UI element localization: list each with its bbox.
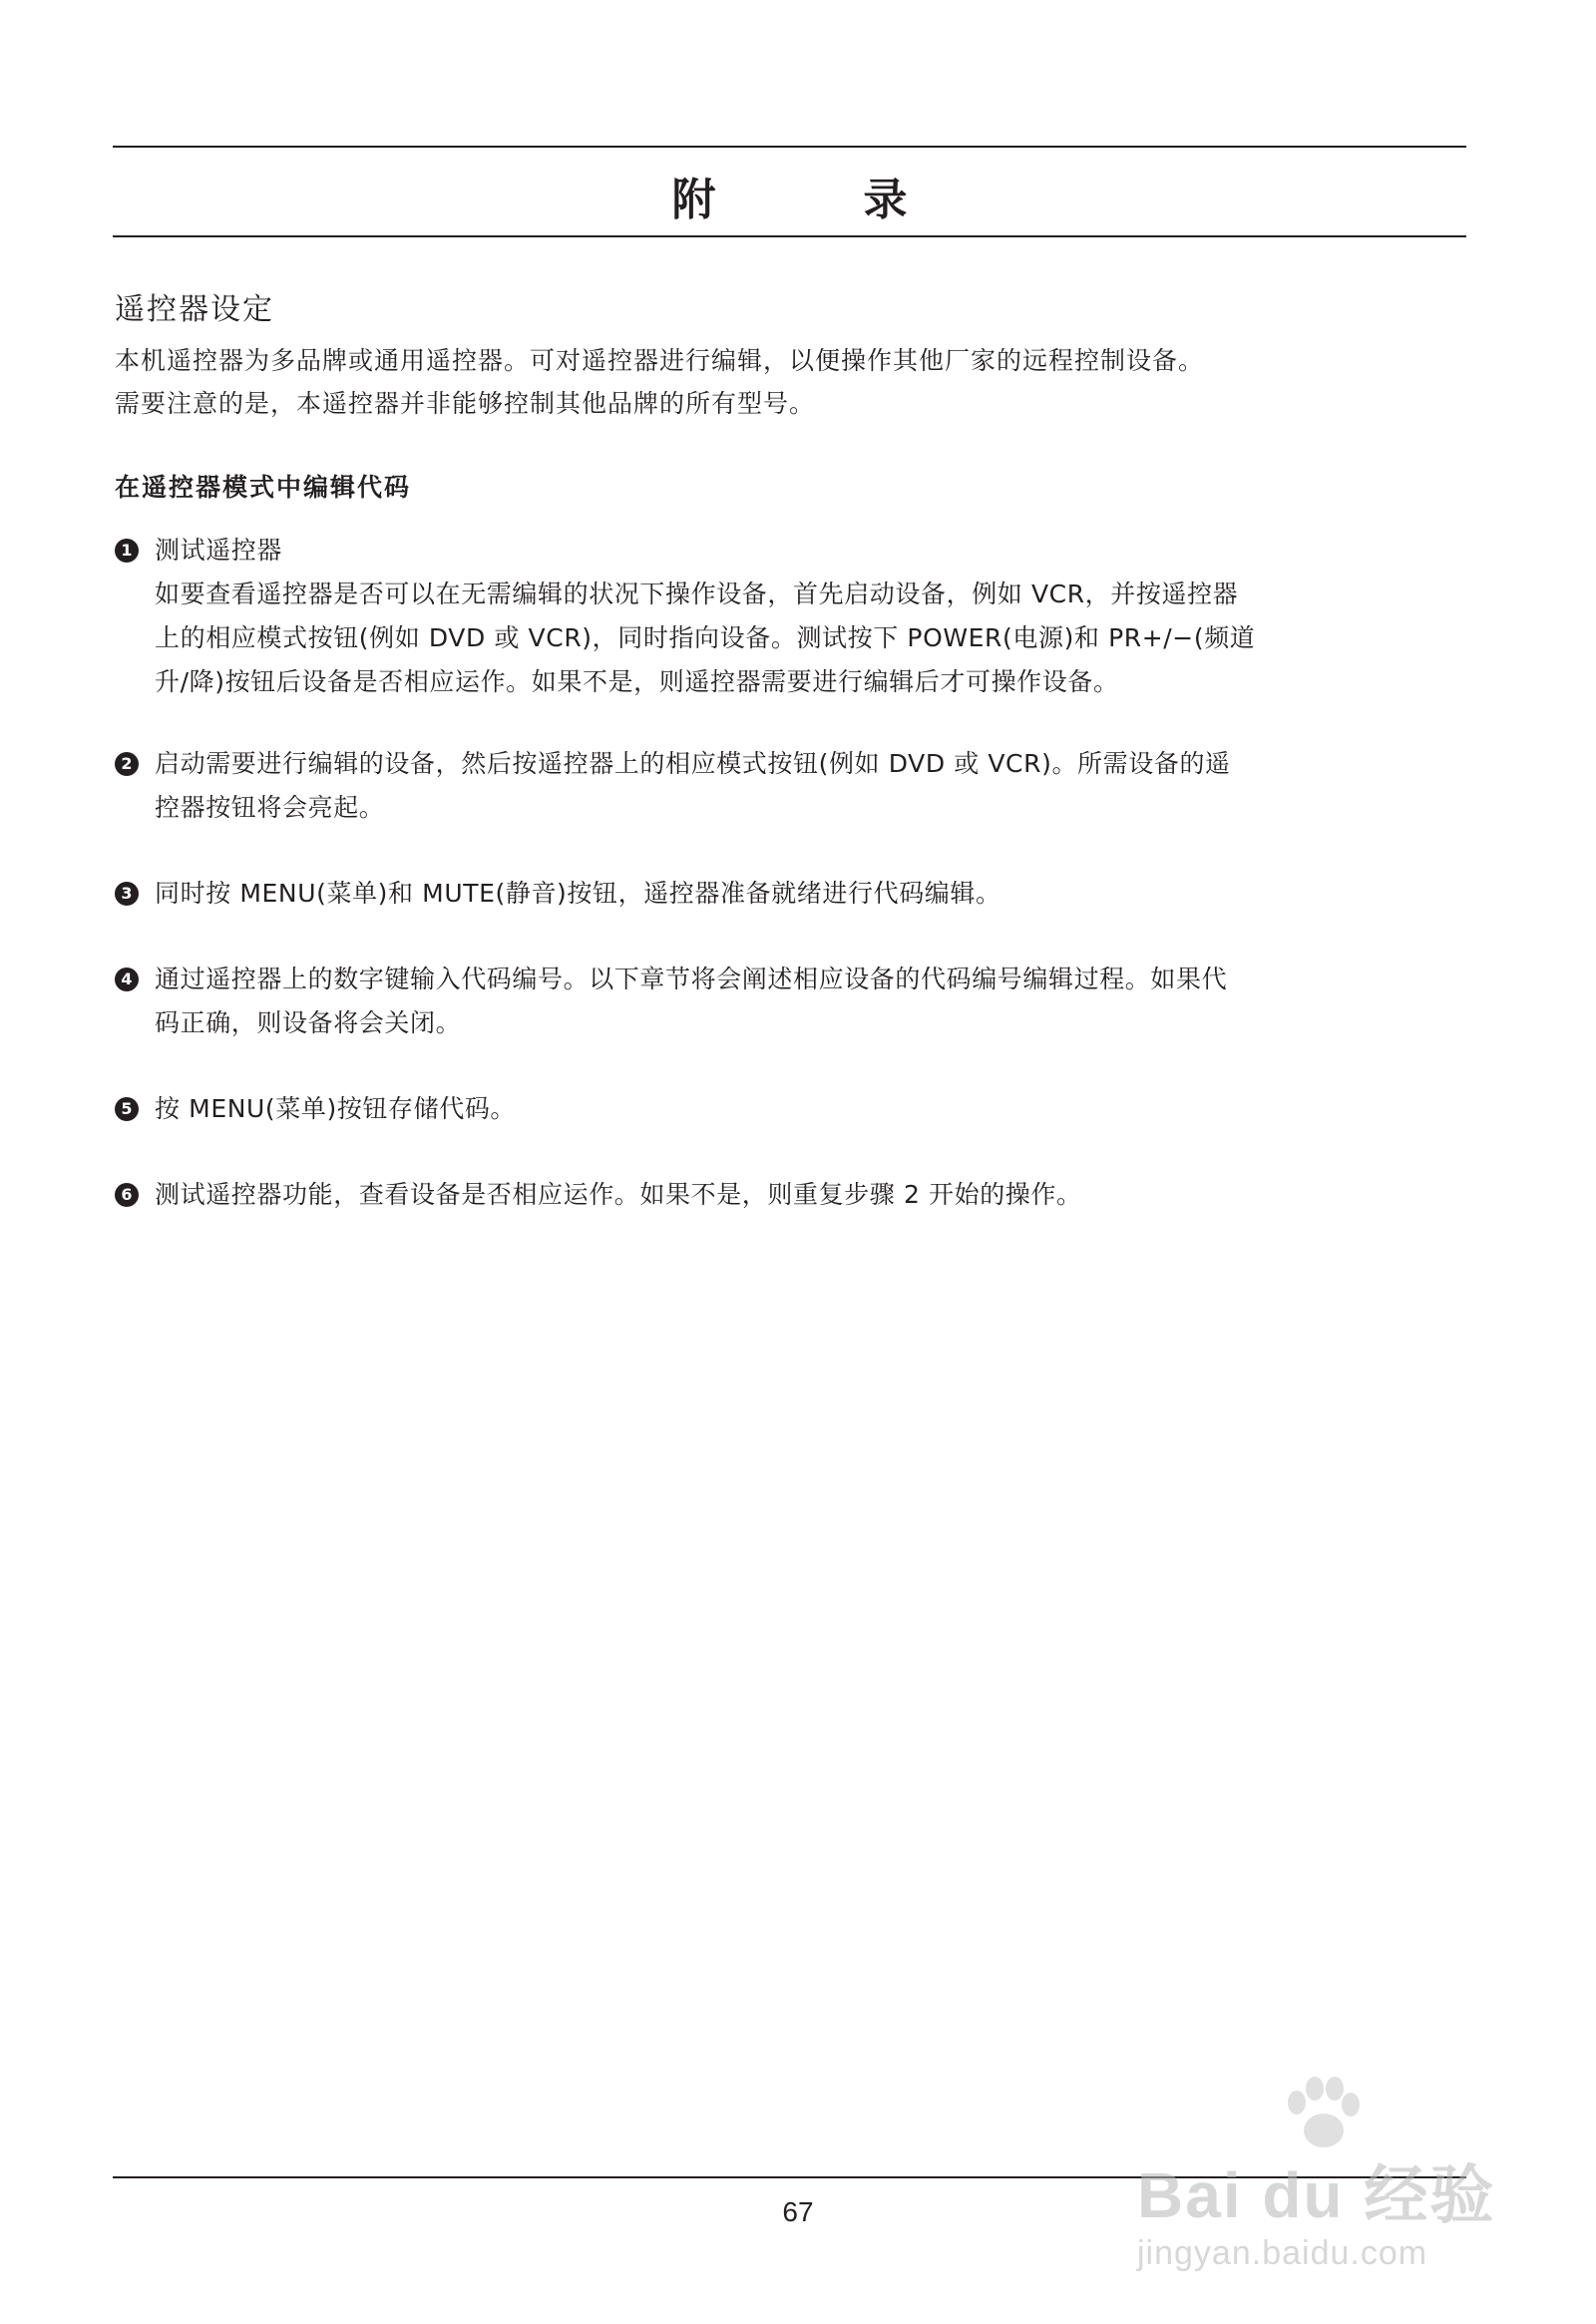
- step-line: 如要查看遥控器是否可以在无需编辑的状况下操作设备，首先启动设备，例如 VCR，并按遥控器: [155, 580, 1239, 608]
- intro-line: 本机遥控器为多品牌或通用遥控器。可对遥控器进行编辑，以便操作其他厂家的远程控制设备。: [115, 346, 1205, 375]
- step-title: 测试遥控器: [155, 536, 283, 565]
- step-line: 测试遥控器功能，查看设备是否相应运作。如果不是，则重复步骤 2 开始的操作。: [155, 1180, 1082, 1209]
- step-line: 升/降)按钮后设备是否相应运作。如果不是，则遥控器需要进行编辑后才可操作设备。: [155, 667, 1119, 696]
- step-line: 同时按 MENU(菜单)和 MUTE(静音)按钮，遥控器准备就绪进行代码编辑。: [155, 879, 1001, 908]
- paw-icon: [1277, 2075, 1367, 2154]
- section-intro: [115, 339, 1471, 425]
- step-number-badge: 5: [115, 1097, 139, 1121]
- section-heading: 遥控器设定: [115, 292, 274, 327]
- step-number-badge: 4: [115, 968, 139, 991]
- title-underline: [113, 235, 1466, 237]
- step-number-badge: 3: [115, 882, 139, 906]
- page-title: 附 录: [671, 175, 960, 225]
- baidu-jingyan-watermark: [1127, 2075, 1506, 2304]
- step-number-badge: 1: [115, 539, 139, 563]
- watermark-url: jingyan.baidu.com: [1137, 2234, 1428, 2272]
- step-line: 通过遥控器上的数字键输入代码编号。以下章节将会阐述相应设备的代码编号编辑过程。如果代: [155, 965, 1228, 993]
- step-number-badge: 2: [115, 752, 139, 776]
- page-number: 67: [782, 2196, 814, 2227]
- top-rule: [113, 146, 1466, 148]
- step-4: [115, 958, 1471, 1045]
- step-3: [115, 872, 1471, 916]
- step-line: 启动需要进行编辑的设备，然后按遥控器上的相应模式按钮(例如 DVD 或 VCR)。所需设备的遥: [155, 749, 1231, 778]
- step-line: 按 MENU(菜单)按钮存储代码。: [155, 1094, 517, 1123]
- step-6: [115, 1173, 1471, 1217]
- subsection-heading: 在遥控器模式中编辑代码: [115, 473, 412, 502]
- step-line: 控器按钮将会亮起。: [155, 793, 385, 822]
- step-line: 码正确，则设备将会关闭。: [155, 1008, 462, 1037]
- step-number-badge: 6: [115, 1183, 139, 1207]
- step-2: [115, 742, 1471, 830]
- intro-line: 需要注意的是，本遥控器并非能够控制其他品牌的所有型号。: [115, 389, 816, 418]
- step-line: 上的相应模式按钮(例如 DVD 或 VCR)，同时指向设备。测试按下 POWER(电源)和 PR+/−(频道: [155, 623, 1256, 652]
- watermark-logo: Bai du 经验: [1137, 2159, 1496, 2231]
- step-5: [115, 1087, 1471, 1131]
- step-1: [115, 529, 1471, 704]
